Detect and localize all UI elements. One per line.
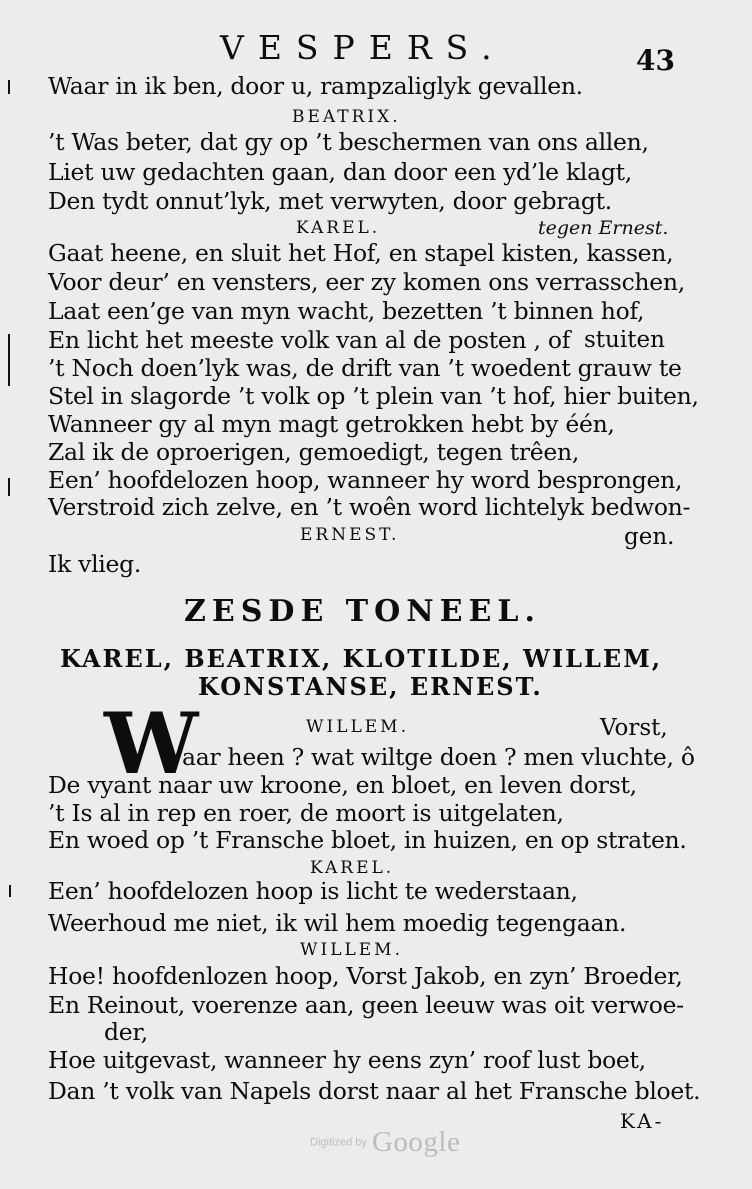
drop-cap: W [104,694,199,793]
margin-mark [9,885,11,897]
speaker-willem: WILLEM. [300,940,403,960]
speaker-karel: KAREL. [296,218,381,238]
scene-title: ZESDE TONEEL. [184,594,541,629]
verse-line: Zal ik de oproerigen, gemoedigt, tegen trêen, [48,438,580,466]
margin-mark [8,334,10,386]
verse-line: Voor deur’ en vensters, eer zy komen ons verrasschen, [48,268,685,296]
verse-line: En licht het meeste volk van al de posten , of [48,326,571,354]
verse-line: ’t Is al in rep en roer, de moort is uitgelaten, [48,799,564,827]
verse-continuation: gen. [624,524,675,550]
verse-continuation: stuiten [584,327,665,353]
verse-line: ’t Noch doen’lyk was, de drift van ’t woedent grauw te [48,354,682,382]
verse-line: Liet uw gedachten gaan, dan door een yd’le klagt, [48,158,632,186]
verse-line: Waar in ik ben, door u, rampzaliglyk gevallen. [48,72,583,100]
margin-mark [8,80,10,94]
verse-line: Stel in slagorde ’t volk op ’t plein van ’t hof, hier buiten, [48,382,699,410]
speaker-beatrix: BEATRIX. [292,107,401,127]
verse-line: Dan ’t volk van Napels dorst naar al het Fransche bloet. [48,1077,701,1105]
verse-line: Weerhoud me niet, ik wil hem moedig tegengaan. [48,909,627,937]
verse-line: Ik vlieg. [48,550,142,578]
verse-continuation: Vorst, [600,715,668,741]
stage-direction: tegen Ernest. [538,217,669,239]
catchword: KA- [620,1109,665,1133]
margin-mark [8,478,10,496]
verse-line: Een’ hoofdelozen hoop is licht te wederstaan, [48,877,578,905]
cast-list: KAREL, BEATRIX, KLOTILDE, WILLEM, [60,644,663,673]
verse-line: ’t Was beter, dat gy op ’t beschermen van ons allen, [48,128,649,156]
speaker-willem: WILLEM. [306,717,409,737]
verse-line: Een’ hoofdelozen hoop, wanneer hy word besprongen, [48,466,683,494]
cast-list: KONSTANSE, ERNEST. [198,672,543,701]
verse-line: Den tydt onnut’lyk, met verwyten, door gebragt. [48,187,612,215]
verse-line: Hoe! hoofdenlozen hoop, Vorst Jakob, en zyn’ Broeder, [48,962,683,990]
verse-line: der, [104,1018,148,1046]
page-number: 43 [636,44,675,77]
verse-line: aar heen ? wat wiltge doen ? men vluchte, ô [182,743,695,771]
running-header: VESPERS. [220,28,506,67]
speaker-ernest: ERNEST. [300,525,400,545]
verse-line: En woed op ’t Fransche bloet, in huizen, en op straten. [48,826,687,854]
verse-line: De vyant naar uw kroone, en bloet, en leven dorst, [48,771,637,799]
verse-line: Verstroid zich zelve, en ’t woên word lichtelyk bedwon- [48,493,691,521]
google-logo: Google [371,1126,461,1158]
digitized-watermark [310,1126,460,1159]
verse-line: Wanneer gy al myn magt getrokken hebt by één, [48,410,615,438]
speaker-karel: KAREL. [310,858,395,878]
verse-line: En Reinout, voerenze aan, geen leeuw was oit verwoe- [48,991,684,1019]
verse-line: Hoe uitgevast, wanneer hy eens zyn’ roof lust boet, [48,1046,646,1074]
verse-line: Laat een’ge van myn wacht, bezetten ’t binnen hof, [48,297,645,325]
verse-line: Gaat heene, en sluit het Hof, en stapel kisten, kassen, [48,239,674,267]
watermark-prefix: Digitized by [310,1136,367,1149]
